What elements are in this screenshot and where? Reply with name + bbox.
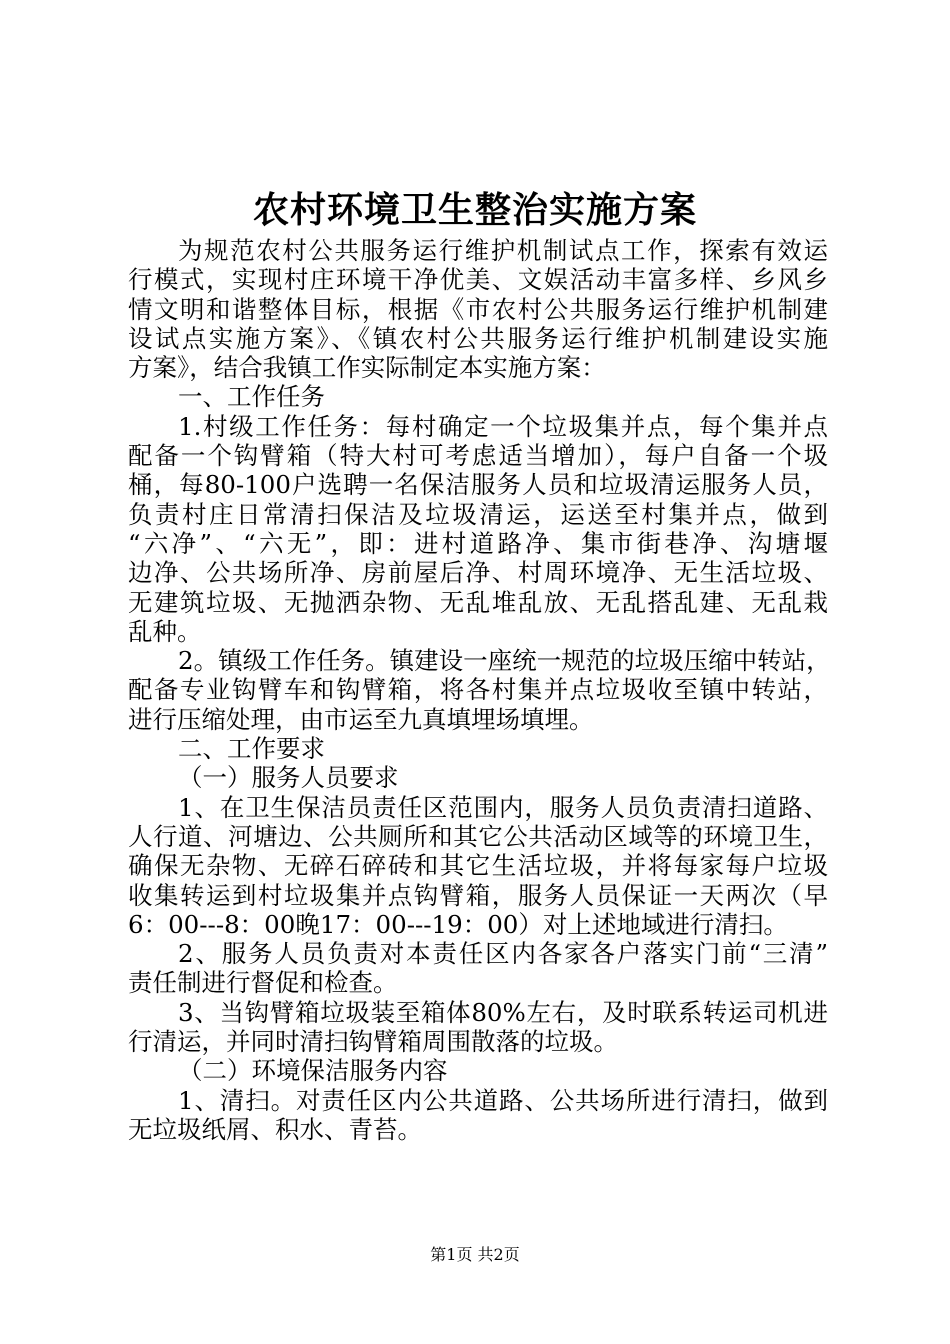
paragraph-line: 1、在卫生保洁员责任区范围内，服务人员负责清扫道路、: [178, 792, 828, 822]
paragraph-line: 无建筑垃圾、无抛洒杂物、无乱堆乱放、无乱搭乱建、无乱栽: [128, 587, 828, 617]
section-heading: 二、工作要求: [178, 734, 325, 764]
paragraph-line: 行模式，实现村庄环境干净优美、文娱活动丰富多样、乡风乡: [128, 265, 828, 295]
paragraph-line: 确保无杂物、无碎石碎砖和其它生活垃圾，并将每家每户垃圾: [128, 851, 828, 881]
paragraph-line: 2、服务人员负责对本责任区内各家各户落实门前“三清”: [178, 939, 828, 969]
paragraph-line: 配备一个钩臂箱（特大村可考虑适当增加），每户自备一个圾: [128, 441, 828, 471]
paragraph-line: 收集转运到村垃圾集并点钩臂箱，服务人员保证一天两次（早: [128, 880, 828, 910]
document-title: 农村环境卫生整治实施方案: [252, 189, 697, 231]
subsection-heading: （二）环境保洁服务内容: [178, 1056, 448, 1086]
paragraph-line: 方案》，结合我镇工作实际制定本实施方案：: [128, 353, 606, 383]
paragraph-line: 进行压缩处理，由市运至九真填埋场填埋。: [128, 704, 594, 734]
paragraph-line: 配备专业钩臂车和钩臂箱，将各村集并点垃圾收至镇中转站，: [128, 675, 828, 705]
page-number-footer: 第1页 共2页: [430, 1245, 520, 1264]
paragraph-line: 负责村庄日常清扫保洁及垃圾清运，运送至村集并点，做到: [128, 499, 828, 529]
paragraph-line: “六净”、“六无”，即：进村道路净、集市街巷净、沟塘堰: [128, 528, 828, 558]
paragraph-line: 6：00---8：00晚17：00---19：00）对上述地域进行清扫。: [128, 909, 788, 939]
paragraph-line: 桶，每80-100户选聘一名保洁服务人员和垃圾清运服务人员，: [128, 470, 828, 500]
paragraph-line: 情文明和谐整体目标，根据《市农村公共服务运行维护机制建: [128, 294, 828, 324]
paragraph-line: 人行道、河塘边、公共厕所和其它公共活动区域等的环境卫生，: [128, 821, 828, 851]
paragraph-line: 行清运，并同时清扫钩臂箱周围散落的垃圾。: [128, 1027, 618, 1057]
paragraph-line: 乱种。: [128, 616, 202, 646]
paragraph-line: 1.村级工作任务：每村确定一个垃圾集并点，每个集并点: [178, 411, 828, 441]
subsection-heading: （一）服务人员要求: [178, 763, 399, 793]
paragraph-line: 1、清扫。对责任区内公共道路、公共场所进行清扫，做到: [178, 1085, 828, 1115]
paragraph-line: 设试点实施方案》、《镇农村公共服务运行维护机制建设实施: [128, 323, 828, 353]
paragraph-line: 为规范农村公共服务运行维护机制试点工作，探索有效运: [178, 236, 828, 265]
paragraph-line: 3、当钩臂箱垃圾装至箱体80%左右，及时联系转运司机进: [178, 997, 828, 1027]
paragraph-line: 2。镇级工作任务。镇建设一座统一规范的垃圾压缩中转站，: [178, 646, 831, 676]
paragraph-line: 无垃圾纸屑、积水、青苔。: [128, 1114, 422, 1144]
paragraph-line: 责任制进行督促和检查。: [128, 968, 398, 998]
paragraph-line: 边净、公共场所净、房前屋后净、村周环境净、无生活垃圾、: [128, 558, 828, 588]
document-body: [128, 236, 831, 1144]
section-heading: 一、工作任务: [178, 382, 325, 412]
